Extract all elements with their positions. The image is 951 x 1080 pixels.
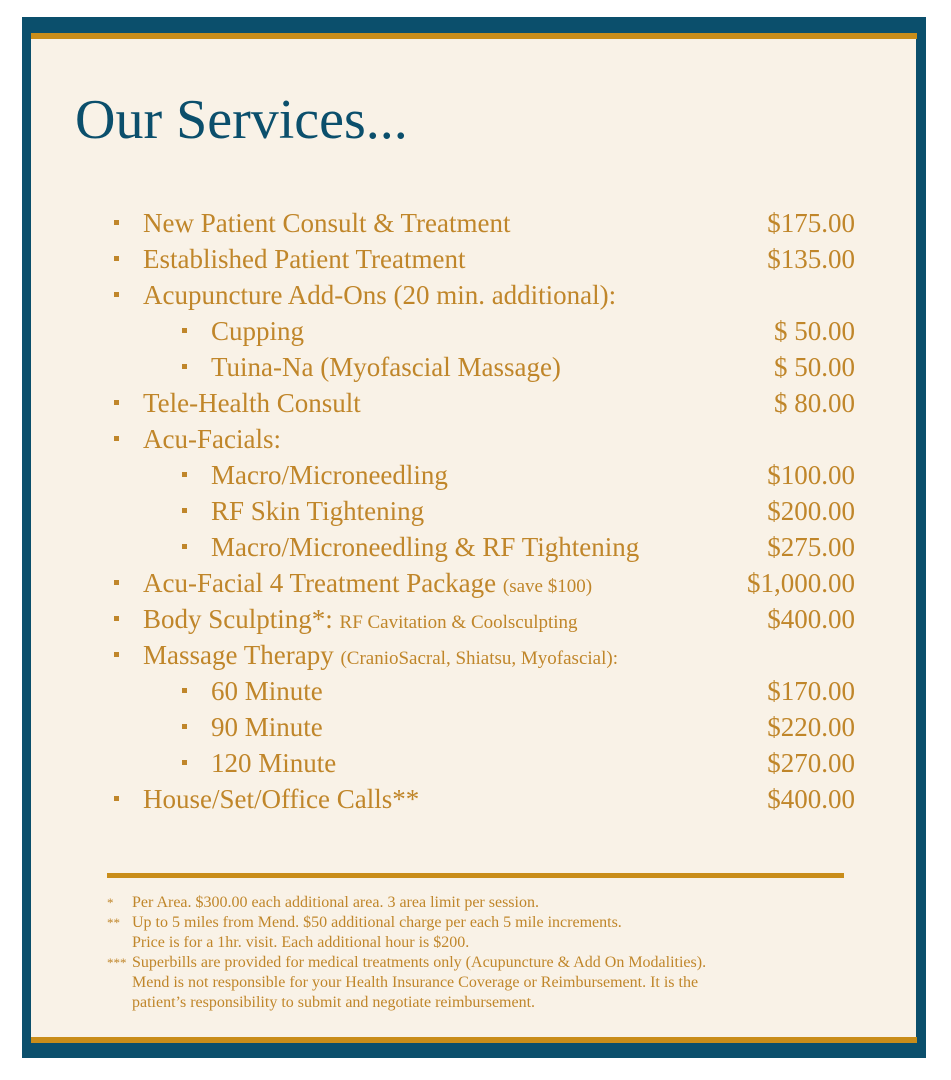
footnote-line: Mend is not responsible for your Health Insurance Coverage or Reimbursement. It is the xyxy=(132,974,699,991)
footnotes xyxy=(107,893,706,1013)
service-label xyxy=(211,493,424,533)
service-item xyxy=(0,349,951,385)
service-label xyxy=(143,601,578,641)
service-label xyxy=(211,529,639,569)
bullet-icon xyxy=(114,220,119,225)
service-label xyxy=(211,673,323,713)
page-title: Our Services... xyxy=(75,89,408,151)
service-item xyxy=(0,421,951,457)
footnote-mark: ** xyxy=(107,915,120,930)
service-price: $1,000.00 xyxy=(747,568,855,598)
footnote xyxy=(107,893,706,913)
bullet-icon xyxy=(114,580,119,585)
bullet-icon xyxy=(114,400,119,405)
service-label xyxy=(143,421,281,461)
service-note: (CranioSacral, Shiatsu, Myofascial): xyxy=(340,648,618,669)
service-price: $ 50.00 xyxy=(774,352,855,382)
service-name: RF Skin Tightening xyxy=(211,496,425,526)
service-name: New Patient Consult & Treatment xyxy=(143,208,511,238)
service-label xyxy=(211,709,323,749)
service-price: $100.00 xyxy=(767,460,855,490)
service-name: Massage Therapy xyxy=(143,640,334,670)
service-price: $ 80.00 xyxy=(774,388,855,418)
service-price: $275.00 xyxy=(767,532,855,562)
service-item xyxy=(0,745,951,781)
service-label xyxy=(143,205,511,245)
top-gold-rule xyxy=(31,33,917,39)
service-item xyxy=(0,529,951,565)
service-name: 60 Minute xyxy=(211,676,323,706)
footnote xyxy=(107,953,706,1013)
service-label xyxy=(211,313,304,353)
footnote-line: patient’s responsibility to submit and negotiate reimbursement. xyxy=(132,994,536,1011)
service-item xyxy=(0,493,951,529)
service-label xyxy=(211,457,448,497)
bullet-icon xyxy=(114,652,119,657)
bullet-icon xyxy=(114,292,119,297)
service-name: Tuina-Na (Myofascial Massage) xyxy=(211,352,561,382)
bullet-icon xyxy=(182,724,187,729)
service-price: $270.00 xyxy=(767,748,855,778)
service-name: House/Set/Office Calls** xyxy=(143,784,420,814)
service-note: (save $100) xyxy=(502,576,593,597)
bullet-icon xyxy=(114,796,119,801)
service-label xyxy=(143,241,465,281)
bullet-icon xyxy=(114,436,119,441)
service-item xyxy=(0,637,951,673)
service-label xyxy=(143,781,419,821)
bullet-icon xyxy=(182,472,187,477)
service-name: Cupping xyxy=(211,316,305,346)
service-price: $135.00 xyxy=(767,244,855,274)
service-name: Acu-Facial 4 Treatment Package xyxy=(143,568,497,598)
service-label xyxy=(143,637,618,677)
service-price: $400.00 xyxy=(767,784,855,814)
service-item xyxy=(0,565,951,601)
bullet-icon xyxy=(182,760,187,765)
service-item xyxy=(0,673,951,709)
footnote-line: Superbills are provided for medical treatments only (Acupuncture & Add On Modalities). xyxy=(132,954,707,971)
service-name: Acu-Facials: xyxy=(143,424,281,454)
service-name: Acupuncture Add-Ons (20 min. additional): xyxy=(143,280,617,310)
bullet-icon xyxy=(182,688,187,693)
service-label xyxy=(143,565,592,605)
service-price: $200.00 xyxy=(767,496,855,526)
service-label xyxy=(143,385,361,425)
service-item xyxy=(0,205,951,241)
service-price: $175.00 xyxy=(767,208,855,238)
service-price: $400.00 xyxy=(767,604,855,634)
divider xyxy=(107,873,844,878)
service-item xyxy=(0,313,951,349)
bullet-icon xyxy=(114,616,119,621)
bullet-icon xyxy=(182,328,187,333)
footnote xyxy=(107,913,706,953)
service-name: Tele-Health Consult xyxy=(143,388,361,418)
service-item xyxy=(0,277,951,313)
footnote-line: Per Area. $300.00 each additional area. 3 area limit per session. xyxy=(132,894,539,911)
service-name: Body Sculpting*: xyxy=(143,604,333,634)
service-item xyxy=(0,601,951,637)
bullet-icon xyxy=(182,544,187,549)
service-item xyxy=(0,241,951,277)
bullet-icon xyxy=(182,508,187,513)
service-price: $ 50.00 xyxy=(774,316,855,346)
service-name: 120 Minute xyxy=(211,748,337,778)
service-label xyxy=(211,745,336,785)
service-item xyxy=(0,385,951,421)
bullet-icon xyxy=(114,256,119,261)
service-price: $220.00 xyxy=(767,712,855,742)
service-item xyxy=(0,709,951,745)
service-note: RF Cavitation & Coolsculpting xyxy=(339,612,578,633)
service-item xyxy=(0,457,951,493)
footnote-line: Up to 5 miles from Mend. $50 additional charge per each 5 mile increments. xyxy=(132,914,622,931)
service-price: $170.00 xyxy=(767,676,855,706)
service-item xyxy=(0,781,951,817)
bottom-gold-rule xyxy=(31,1037,917,1043)
footnote-mark: *** xyxy=(107,955,127,970)
footnote-mark: * xyxy=(107,895,114,910)
service-name: Macro/Microneedling & RF Tightening xyxy=(211,532,640,562)
service-label xyxy=(143,277,616,317)
bullet-icon xyxy=(182,364,187,369)
service-name: 90 Minute xyxy=(211,712,323,742)
service-name: Established Patient Treatment xyxy=(143,244,466,274)
service-name: Macro/Microneedling xyxy=(211,460,448,490)
footnote-line: Price is for a 1hr. visit. Each additional hour is $200. xyxy=(132,934,470,951)
service-label xyxy=(211,349,561,389)
